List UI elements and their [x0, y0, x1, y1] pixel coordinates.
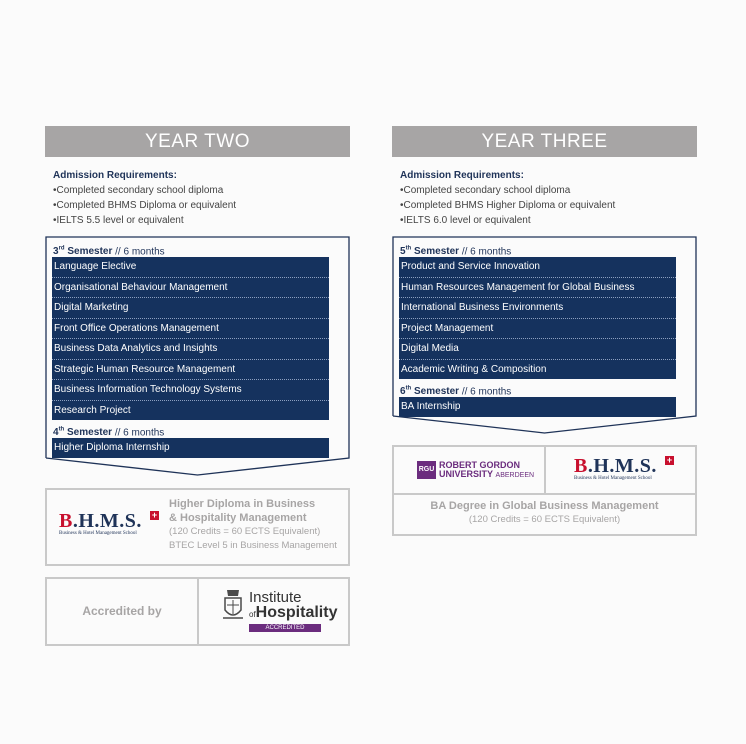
bhms-logo: B.H.M.S. Business & Hotel Management School +: [59, 510, 158, 536]
semester-3-label: 3rd Semester // 6 months: [53, 246, 165, 258]
semester-4-courses: [52, 438, 329, 458]
degree-title: Higher Diploma in Business: [169, 498, 316, 510]
accreditation-box: Accredited by Institute ofHospitality ACCREDITED: [45, 577, 350, 646]
course-item: Organisational Behaviour Management: [52, 278, 329, 299]
crest-icon: [221, 588, 245, 624]
requirement-item: • Completed BHMS Diploma or equivalent: [53, 198, 350, 213]
degree-credits: (120 Credits = 60 ECTS Equivalent): [169, 526, 321, 537]
course-item: Digital Marketing: [52, 298, 329, 319]
swiss-cross-icon: +: [151, 510, 158, 520]
ba-degree-box: [392, 445, 697, 536]
divider: [197, 579, 199, 644]
degree-title: BA Degree in Global Business Management: [430, 500, 659, 512]
requirement-item: • IELTS 5.5 level or equivalent: [53, 213, 350, 228]
accredited-badge: ACCREDITED: [249, 624, 321, 632]
rgu-badge-icon: RGU: [417, 461, 436, 479]
course-item: Strategic Human Resource Management: [52, 360, 329, 381]
higher-diploma-box: [45, 488, 350, 566]
semester-6-label: 6th Semester // 6 months: [400, 386, 512, 398]
course-item: International Business Environments: [399, 298, 676, 319]
degree-btec: BTEC Level 5 in Business Management: [169, 540, 337, 551]
year-two-admission: [53, 168, 350, 228]
degree-title: & Hospitality Management: [169, 512, 307, 524]
requirement-item: • Completed secondary school diploma: [400, 183, 697, 198]
divider: [544, 447, 546, 493]
course-item: Academic Writing & Composition: [401, 363, 547, 375]
semester-3-courses: [52, 257, 329, 420]
course-item: Language Elective: [52, 257, 329, 278]
degree-credits: (120 Credits = 60 ECTS Equivalent): [468, 514, 621, 525]
accredited-label: Accredited by: [82, 604, 162, 618]
year-two-semesters: [45, 236, 350, 476]
course-item: Higher Diploma Internship: [54, 442, 170, 453]
semester-6-courses: [399, 397, 676, 417]
admission-title: Admission Requirements:: [400, 170, 524, 181]
year-three-admission: [400, 168, 697, 228]
year-two-column: [45, 126, 350, 476]
course-item: Front Office Operations Management: [52, 319, 329, 340]
semester-5-courses: [399, 257, 676, 379]
semester-5-label: 5th Semester // 6 months: [400, 246, 512, 258]
course-item: Digital Media: [399, 339, 676, 360]
course-item: Business Data Analytics and Insights: [52, 339, 329, 360]
course-item: BA Internship: [401, 401, 461, 412]
course-item: Business Information Technology Systems: [52, 380, 329, 401]
requirement-item: • Completed secondary school diploma: [53, 183, 350, 198]
course-item: Product and Service Innovation: [399, 257, 676, 278]
year-three-semesters: [392, 236, 697, 434]
year-three-column: [392, 126, 697, 434]
bhms-logo: B.H.M.S. Business & Hotel Management School +: [574, 455, 673, 481]
course-item: Human Resources Management for Global Business: [399, 278, 676, 299]
course-item: Research Project: [54, 404, 131, 416]
admission-title: Admission Requirements:: [53, 170, 177, 181]
swiss-cross-icon: +: [666, 455, 673, 465]
requirement-item: • Completed BHMS Higher Diploma or equivalent: [400, 198, 697, 213]
logo-strip: RGU ROBERT GORDON UNIVERSITY ABERDEEN B.H.M.S. Business & Hotel Management School +: [394, 447, 695, 495]
year-three-header: YEAR THREE: [392, 126, 697, 157]
course-item: Project Management: [399, 319, 676, 340]
semester-4-label: 4th Semester // 6 months: [53, 427, 165, 439]
requirement-item: • IELTS 6.0 level or equivalent: [400, 213, 697, 228]
year-two-header: YEAR TWO: [45, 126, 350, 157]
